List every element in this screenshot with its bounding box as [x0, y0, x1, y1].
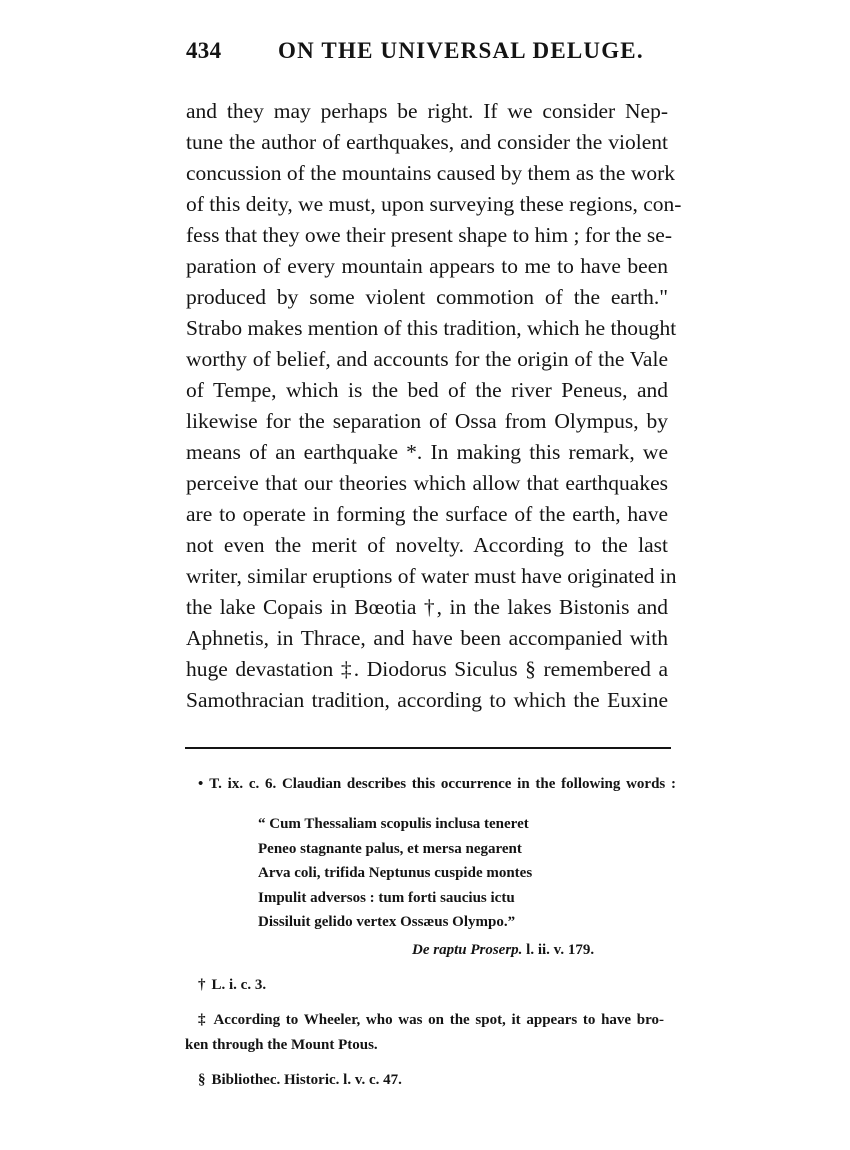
footnote-rule [185, 747, 671, 749]
verse-quotation [258, 812, 578, 935]
body-line: of this deity, we must, upon surveying these regions, con- [186, 192, 682, 216]
citation-reference: l. ii. v. 179. [522, 942, 595, 958]
body-text [186, 96, 682, 716]
citation-title: De raptu Proserp. [412, 942, 523, 958]
verse-line: Arva coli, trifida Neptunus cuspide montes [258, 865, 533, 881]
body-line: Aphnetis, in Thrace, and have been accompanied with [186, 626, 668, 650]
footnote-double-dagger [198, 1012, 664, 1029]
footnote-marker-dagger: † [198, 977, 206, 993]
verse-line: Peneo stagnante palus, et mersa negarent [258, 840, 522, 857]
verse-line: “ Cum Thessaliam scopulis inclusa teneret [258, 816, 529, 832]
body-line: and they may perhaps be right. If we consider Nep- [186, 99, 668, 123]
footnote-double-dagger-text: According to Wheeler, who was on the spot, it appears to have bro- [213, 1012, 664, 1028]
page-number: 434 [186, 38, 222, 63]
body-line: fess that they owe their present shape to him ; for the se- [186, 223, 672, 247]
body-line: means of an earthquake *. In making this remark, we [186, 440, 668, 464]
footnote-marker-bullet: • [198, 776, 204, 792]
body-line: perceive that our theories which allow that earthquakes [186, 471, 668, 495]
footnote-star-text: T. ix. c. 6. Claudian describes this occurrence in the following words : [209, 776, 676, 792]
body-line: are to operate in forming the surface of the earth, have [186, 502, 668, 526]
footnote-dagger-text: L. i. c. 3. [211, 977, 267, 993]
footnote-marker-section: § [198, 1072, 206, 1088]
page-header [186, 38, 666, 78]
verse-line: Dissiluit gelido vertex Ossæus Olympo.” [258, 914, 516, 930]
verse-line: Impulit adversos : tum forti saucius ictu [258, 889, 515, 906]
footnote-marker-double-dagger: ‡ [198, 1012, 208, 1028]
body-line: the lake Copais in Bœotia †, in the lakes Bistonis and [186, 595, 668, 619]
body-line: Strabo makes mention of this tradition, which he thought [186, 316, 677, 340]
body-line: not even the merit of novelty. According to the last [186, 533, 668, 557]
verse-citation [412, 942, 594, 959]
footnote-double-dagger-continuation: ken through the Mount Ptous. [185, 1037, 378, 1053]
body-line: huge devastation ‡. Diodorus Siculus § remembered a [186, 657, 668, 681]
body-line: worthy of belief, and accounts for the origin of the Vale [186, 347, 668, 371]
body-line: likewise for the separation of Ossa from Olympus, by [186, 409, 668, 433]
footnote-star [198, 776, 676, 793]
body-line: produced by some violent commotion of the earth." [186, 285, 668, 309]
running-title: ON THE UNIVERSAL DELUGE. [278, 38, 644, 63]
footnote-section-text: Bibliothec. Historic. l. v. c. 47. [211, 1072, 402, 1088]
body-line: of Tempe, which is the bed of the river Peneus, and [186, 378, 668, 402]
body-line: writer, similar eruptions of water must have originated in [186, 564, 677, 588]
body-line: concussion of the mountains caused by them as the work [186, 161, 676, 185]
body-line: Samothracian tradition, according to which the Euxine [186, 688, 668, 712]
footnote-section [198, 1072, 402, 1089]
body-line: paration of every mountain appears to me to have been [186, 254, 668, 278]
body-line: tune the author of earthquakes, and consider the violent [186, 130, 668, 154]
footnote-dagger [198, 977, 266, 994]
